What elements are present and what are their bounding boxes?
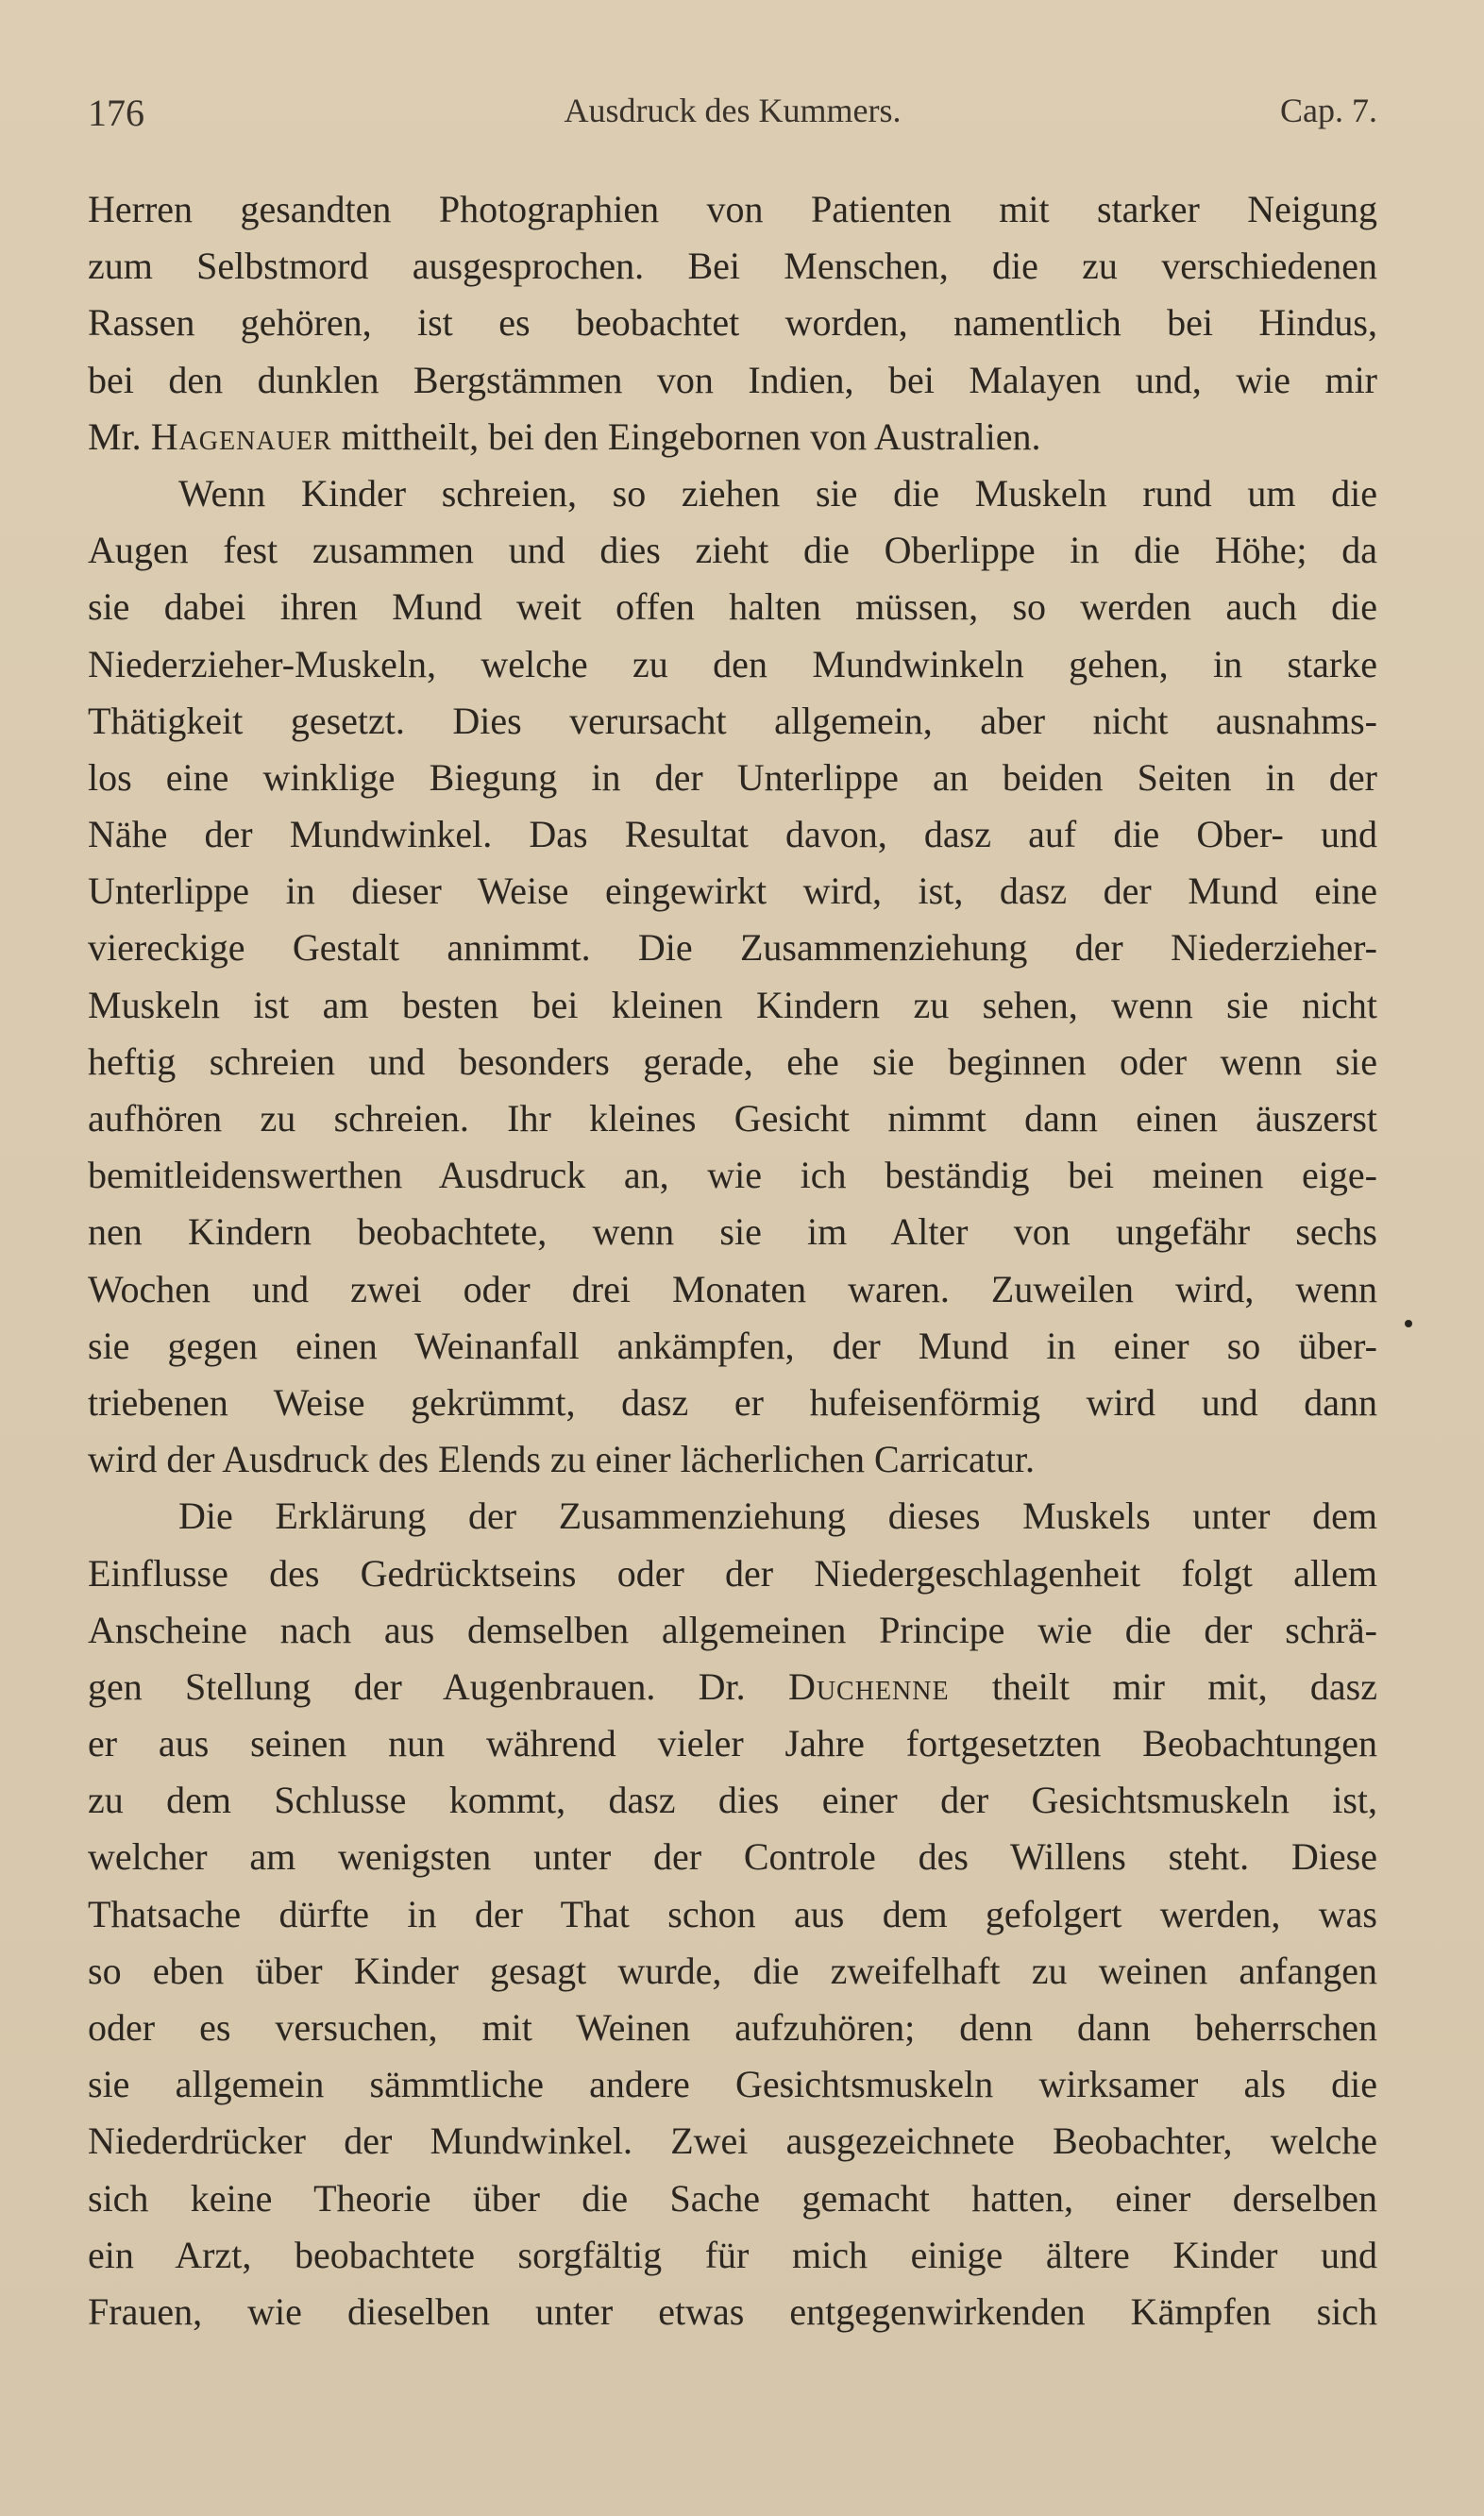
- text-line: so eben über Kinder gesagt wurde, die zweifelhaft zu weinen anfangen: [88, 1949, 1377, 1992]
- author-name-hagenauer: Hagenauer: [150, 414, 332, 458]
- text-segment: theilt mir mit, dasz: [949, 1664, 1377, 1708]
- page-number: 176: [88, 92, 144, 134]
- text-line: sie dabei ihren Mund weit offen halten müssen, so werden auch die: [88, 585, 1377, 629]
- text-line: [88, 1659, 1377, 1715]
- text-segment: Mr.: [88, 414, 151, 458]
- text-line: triebenen Weise gekrümmt, dasz er hufeisenförmig wird und dann: [88, 1380, 1377, 1424]
- text-line: Rassen gehören, ist es beobachtet worden, namentlich bei Hindus,: [88, 301, 1377, 345]
- body-text: [88, 181, 1377, 2340]
- text-line: zum Selbstmord ausgesprochen. Bei Menschen, die zu verschiedenen: [88, 245, 1377, 288]
- text-line: Die Erklärung der Zusammenziehung dieses Muskels unter dem: [178, 1494, 1377, 1538]
- text-line: ein Arzt, beobachtete sorgfältig für mich einige ältere Kinder und: [88, 2233, 1377, 2276]
- text-line: Unterlippe in dieser Weise eingewirkt wird, ist, dasz der Mund eine: [88, 870, 1377, 913]
- text-line: Augen fest zusammen und dies zieht die Oberlippe in die Höhe; da: [88, 529, 1377, 572]
- text-line: wird der Ausdruck des Elends zu einer lächerlichen Carricatur.: [88, 1438, 1035, 1481]
- text-line: bei den dunklen Bergstämmen von Indien, bei Malayen und, wie mir: [88, 358, 1377, 401]
- text-line: Nähe der Mundwinkel. Das Resultat davon, dasz auf die Ober- und: [88, 813, 1377, 856]
- text-line: Einflusse des Gedrücktseins oder der Niedergeschlagenheit folgt allem: [88, 1551, 1377, 1595]
- text-line: Thätigkeit gesetzt. Dies verursacht allgemein, aber nicht ausnahms-: [88, 699, 1377, 742]
- text-line: sie allgemein sämmtliche andere Gesichtsmuskeln wirksamer als die: [88, 2063, 1377, 2106]
- text-line: Anscheine nach aus demselben allgemeinen Principe wie die der schrä-: [88, 1608, 1377, 1651]
- text-line: oder es versuchen, mit Weinen aufzuhören; denn dann beherrschen: [88, 2006, 1377, 2049]
- text-line: [88, 409, 1377, 465]
- running-title: Ausdruck des Kummers.: [564, 92, 902, 129]
- text-line: Thatsache dürfte in der That schon aus dem gefolgert werden, was: [88, 1892, 1377, 1935]
- text-line: heftig schreien und besonders gerade, ehe sie beginnen oder wenn sie: [88, 1039, 1377, 1083]
- text-line: Wenn Kinder schreien, so ziehen sie die Muskeln rund um die: [178, 471, 1377, 515]
- text-line: Niederdrücker der Mundwinkel. Zwei ausgezeichnete Beobachter, welche: [88, 2119, 1377, 2163]
- text-line: los eine winklige Biegung in der Unterlippe an beiden Seiten in der: [88, 755, 1377, 799]
- text-line: bemitleidenswerthen Ausdruck an, wie ich beständig bei meinen eige-: [88, 1154, 1377, 1197]
- text-line: zu dem Schlusse kommt, dasz dies einer der Gesichtsmuskeln ist,: [88, 1779, 1377, 1822]
- text-segment: gen Stellung der Augenbrauen. Dr.: [88, 1664, 788, 1708]
- text-line: er aus seinen nun während vieler Jahre fortgesetzten Beobachtungen: [88, 1722, 1377, 1765]
- text-line: sie gegen einen Weinanfall ankämpfen, der Mund in einer so über-: [88, 1324, 1377, 1367]
- text-line: nen Kindern beobachtete, wenn sie im Alter von ungefähr sechs: [88, 1210, 1377, 1254]
- text-line: sich keine Theorie über die Sache gemacht hatten, einer derselben: [88, 2176, 1377, 2220]
- text-segment: mittheilt, bei den Eingebornen von Australien.: [331, 414, 1041, 458]
- running-head: [88, 91, 1377, 147]
- text-line: welcher am wenigsten unter der Controle des Willens steht. Diese: [88, 1835, 1377, 1879]
- text-line: Herren gesandten Photographien von Patienten mit starker Neigung: [88, 188, 1377, 230]
- text-line: Wochen und zwei oder drei Monaten waren. Zuweilen wird, wenn: [88, 1267, 1377, 1310]
- text-line: Niederzieher-Muskeln, welche zu den Mundwinkeln gehen, in starke: [88, 642, 1377, 685]
- ink-speck-mark: [1405, 1320, 1412, 1327]
- text-line: aufhören zu schreien. Ihr kleines Gesicht nimmt dann einen äuszerst: [88, 1097, 1377, 1140]
- text-line: Muskeln ist am besten bei kleinen Kindern zu sehen, wenn sie nicht: [88, 983, 1377, 1026]
- text-line: Frauen, wie dieselben unter etwas entgegenwirkenden Kämpfen sich: [88, 2289, 1377, 2333]
- author-name-duchenne: Duchenne: [787, 1664, 950, 1708]
- text-line: viereckige Gestalt annimmt. Die Zusammenziehung der Niederzieher-: [88, 926, 1377, 970]
- chapter-label: Cap. 7.: [1280, 92, 1377, 129]
